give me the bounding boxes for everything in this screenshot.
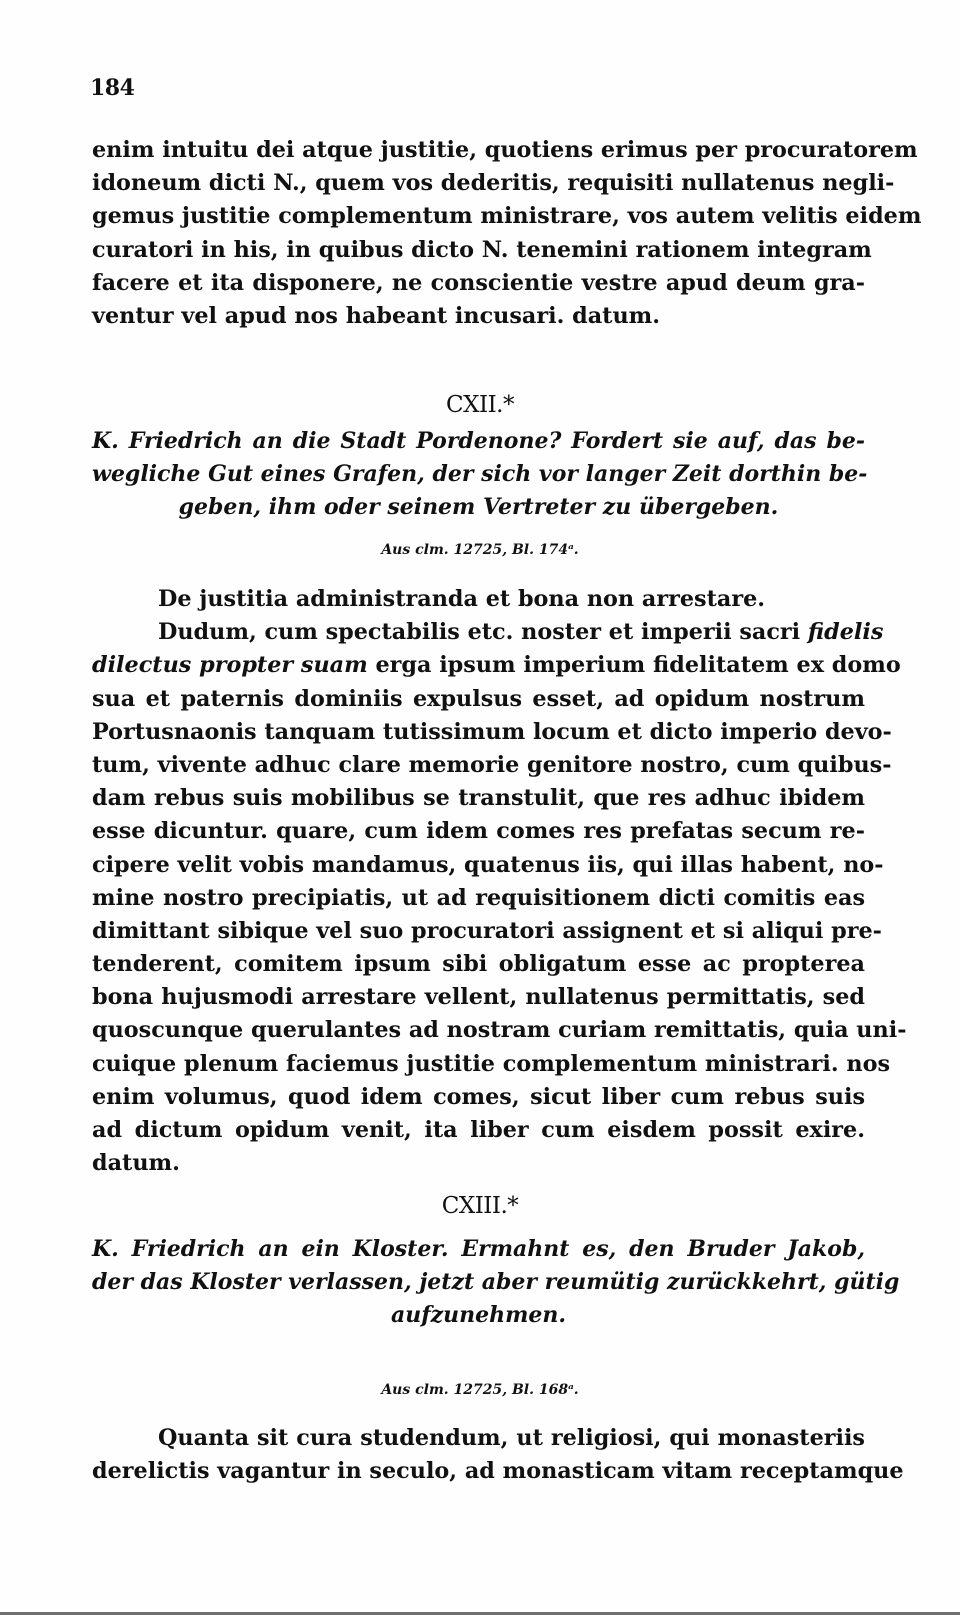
document-body-cxii: [92, 583, 907, 1180]
document-body-cxiii: [92, 1422, 904, 1488]
text-line: enim volumus, quod idem comes, sicut liber cum rebus suis: [92, 1083, 865, 1110]
text-line: Portusnaonis tanquam tutissimum locum et dicto imperio devo-: [92, 718, 892, 745]
text-line: idoneum dicti N., quem vos dederitis, requisiti nullatenus negli-: [92, 170, 895, 197]
text-line: datum.: [92, 1150, 180, 1177]
summary-line: der das Kloster verlassen, jetzt aber reumütig zurückkehrt, gütig: [92, 1269, 900, 1296]
summary-line: wegliche Gut eines Grafen, der sich vor langer Zeit dorthin be-: [92, 461, 868, 488]
text-line: enim intuitu dei atque justitie, quotiens erimus per procuratorem: [92, 137, 918, 163]
document-summary-cxiii: [92, 1233, 900, 1333]
document-heading-cxii: CXII.*: [446, 392, 514, 418]
text-line: Quanta sit cura studendum, ut religiosi, qui monasteriis: [158, 1425, 865, 1451]
text-line: tenderent, comitem ipsum sibi obligatum esse ac propterea: [92, 951, 865, 978]
document-title: De justitia administranda et bona non arrestare.: [158, 586, 766, 612]
text-line: tum, vivente adhuc clare memorie genitore nostro, cum quibus-: [92, 751, 892, 778]
text-line: cuique plenum faciemus justitie complementum ministrari. nos: [92, 1050, 891, 1077]
text-line: dimittant sibique vel suo procuratori assignent et si aliqui pre-: [92, 917, 882, 944]
text-line: bona hujusmodi arrestare vellent, nullatenus permittatis, sed: [92, 984, 865, 1011]
summary-line: aufzunehmen.: [390, 1302, 567, 1329]
text-line: dam rebus suis mobilibus se transtulit, que res adhuc ibidem: [92, 785, 865, 812]
page-number: 184: [90, 75, 135, 101]
text-line: sua et paternis dominiis expulsus esset, ad opidum nostrum: [92, 685, 865, 712]
text-line: [92, 616, 884, 649]
summary-line: K. Friedrich an ein Kloster. Ermahnt es, den Bruder Jakob,: [92, 1236, 865, 1262]
text-run: Dudum, cum spectabilis etc. noster et imperii sacri: [158, 619, 808, 646]
text-line: ad dictum opidum venit, ita liber cum eisdem possit exire.: [92, 1117, 865, 1143]
text-line: facere et ita disponere, ne conscientie vestre apud deum gra-: [92, 269, 865, 296]
text-line: cipere velit vobis mandamus, quatenus iis, qui illas habent, no-: [92, 851, 884, 878]
text-line: curatori in his, in quibus dicto N. tenemini rationem integram: [92, 236, 872, 263]
text-line: quoscunque querulantes ad nostram curiam remittatis, quia uni-: [92, 1017, 907, 1044]
text-line: esse dicuntur. quare, cum idem comes res prefatas secum re-: [92, 818, 865, 845]
text-line: [92, 649, 901, 682]
source-reference-cxiii: Aus clm. 12725, Bl. 168ᵃ.: [381, 1382, 579, 1398]
source-reference-cxii: Aus clm. 12725, Bl. 174ᵃ.: [381, 542, 579, 558]
previous-document-tail: [92, 134, 922, 333]
summary-line: geben, ihm oder seinem Vertreter zu übergeben.: [178, 494, 779, 521]
document-summary-cxii: [92, 425, 868, 525]
text-line: ventur vel apud nos habeant incusari. datum.: [92, 302, 661, 329]
text-run: erga ipsum imperium fidelitatem ex domo: [367, 652, 901, 679]
italic-text-run: dilectus propter suam: [92, 652, 368, 679]
text-line: derelictis vagantur in seculo, ad monasticam vitam receptamque: [92, 1458, 904, 1485]
summary-line: K. Friedrich an die Stadt Pordenone? Fordert sie auf, das be-: [92, 428, 865, 454]
document-heading-cxiii: CXIII.*: [441, 1193, 519, 1219]
text-line: gemus justitie complementum ministrare, vos autem velitis eidem: [92, 203, 922, 230]
text-line: mine nostro precipiatis, ut ad requisitionem dicti comitis eas: [92, 884, 865, 911]
italic-text-run: fidelis: [807, 619, 884, 646]
